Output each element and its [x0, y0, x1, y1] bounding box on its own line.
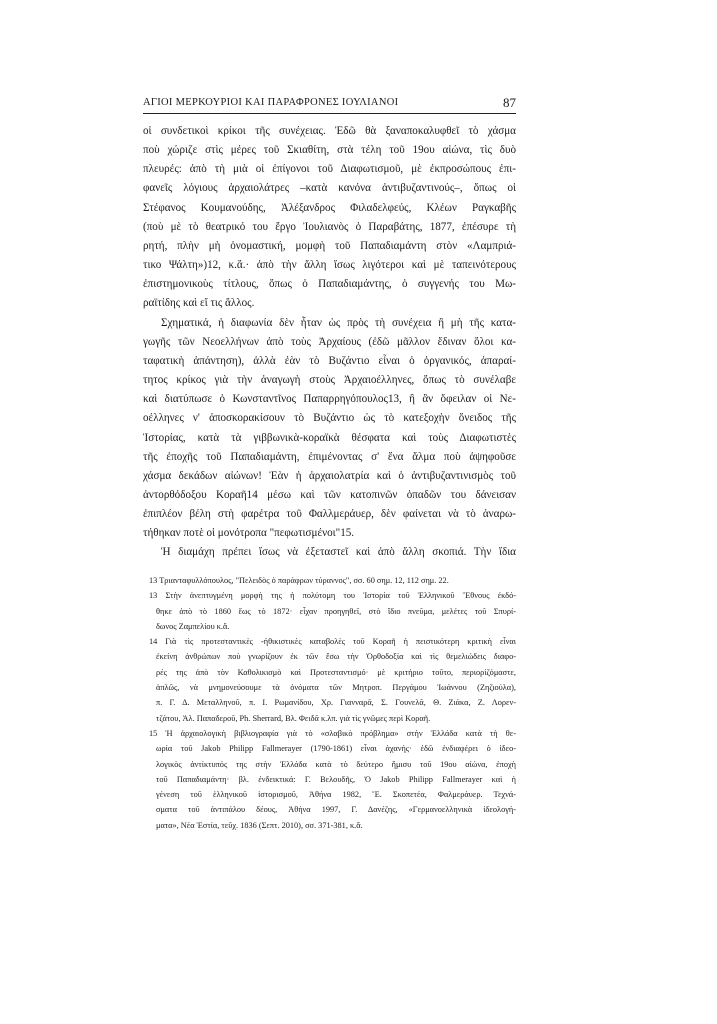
body-line: χάσμα δεκάδων αἰώνων! Ἐὰν ἡ ἀρχαιολατρία καὶ ὁ ἀντιβυζαντινισμὸς τοῦ — [143, 469, 516, 482]
footnotes — [143, 573, 516, 833]
footnote-line: τζάτου, Ἀλ. Παπαδεροῦ, Ph. Sherrard, Βλ. Φειδᾶ κ.λπ. γιὰ τὶς γνῶμες περὶ Κοραῆ. — [156, 713, 431, 723]
body-line: πλευρές: ἀπὸ τὴ μιὰ οἱ ἐπίγονοι τοῦ Διαφωτισμοῦ, μὲ ἐκπροσώπους ἐπι- — [143, 163, 516, 176]
body-line: ραϊτίδης καὶ εἴ τις ἄλλος. — [143, 297, 255, 310]
main-text — [143, 122, 516, 563]
body-line: ρητή, πλὴν μὴ ὀνομαστική, μομφὴ τοῦ Παπαδιαμάντη στὸν «Λαμπριά- — [143, 239, 516, 252]
body-line: Στέφανος Κουμανούδης, Ἀλέξανδρος Φιλαδελφεύς, Κλέων Ραγκαβῆς — [143, 201, 516, 214]
footnote-line: λογικὸς ἀντίκτυπός της στὴν Ἑλλάδα κατὰ τὸ δεύτερο ἥμισυ τοῦ 19ου αἰώνα, ἐποχὴ — [156, 759, 516, 769]
body-line: Ἡ διαμάχη πρέπει ἴσως νὰ ἐξεταστεῖ καὶ ἀπὸ ἄλλη σκοπιά. Τὴν ἴδια — [161, 546, 516, 559]
body-line: (ποὺ μὲ τὸ θεατρικό του ἔργο Ἰουλιανὸς ὁ Παραβάτης, 1877, ἐπέσυρε τὴ — [143, 220, 516, 233]
footnote — [143, 573, 516, 588]
footnote — [143, 726, 516, 833]
body-line: Ἱστορίας, κατὰ τὰ γιββωνικὰ-κοραϊκὰ θέσφατα καὶ τοὺς Διαφωτιστὲς — [143, 431, 516, 444]
body-line: ποὺ χώριζε στὶς μέρες τοῦ Σκιαθίτη, στὰ τέλη τοῦ 19ου αἰώνα, τὶς δυὸ — [143, 144, 516, 157]
footnote-line: σματα τοῦ ἀντιπάλου δέους, Ἀθήνα 1997, Γ. Δανέζης, «Γερμανοελληνικὰ ἰδεολογή- — [156, 805, 516, 815]
footnote-line: ρές της ἀπὸ τὸν Καθολικισμὸ καὶ Προτεσταντισμό· μὲ κριτήριο τοῦτο, περιορίζόμαστε, — [156, 667, 516, 677]
running-header — [143, 96, 516, 114]
footnote-line: γένεση τοῦ ἑλληνικοῦ ἱστορισμοῦ, Ἀθήνα 1982, Ἔ. Σκοπετέα, Φαλμεράυερ. Τεχνά- — [156, 790, 516, 800]
footnote-line: ωρία τοῦ Jakob Philipp Fallmerayer (1790-1861) εἶναι ἀχανής· ἐδῶ ἐνδιαφέρει ὁ ἰδεο- — [156, 744, 516, 754]
footnote-line: 15 Ἡ ἀρχαιολογικὴ βιβλιογραφία γιὰ τὸ «σλαβικὸ πρόβλημα» στὴν Ἑλλάδα κατὰ τὴ θε- — [149, 728, 516, 738]
footnote — [143, 634, 516, 726]
footnote — [143, 588, 516, 634]
body-line: τητος κρίκος γιὰ τὴν ἀναγωγὴ στοὺς Ἀρχαιοέλληνες, ὅπως τὸ συνέλαβε — [143, 374, 516, 387]
body-line: γωγῆς τῶν Νεοελλήνων ἀπὸ τοὺς Ἀρχαίους (ἐδῶ μᾶλλον ἔδιναν ὅλοι κα- — [143, 335, 516, 348]
body-line: οἱ συνδετικοὶ κρίκοι τῆς συνέχειας. Ἐδῶ θὰ ξαναποκαλυφθεῖ τὸ χάσμα — [143, 125, 516, 137]
footnote-line: ἁπλῶς, νὰ μνημονεύσουμε τὰ ὀνόματα τῶν Μητροπ. Περγάμου Ἰωάννου (Ζηζιούλα), — [156, 683, 516, 693]
footnote-line: 13 Τριανταφυλλόπουλος, "Πελειδὸς ὁ παράφρων τύραννος", σσ. 60 σημ. 12, 112 σημ. 22. — [149, 576, 449, 585]
body-line: φανεῖς λόγιους ἀρχαιολάτρες –κατὰ κανόνα ἀντιβυζαντινούς–, ὅπως οἱ — [143, 182, 516, 195]
footnote-line: 13 Στὴν ἀνεπτυγμένη μορφὴ της ἡ πολύτομη του Ἱστορία τοῦ Ἑλληνικοῦ Ἔθνους ἐκδό- — [149, 591, 516, 601]
footnote-line: ἐκείνη ἀνθρώπων ποὺ γνωρίζουν ἐκ τῶν ἔσω τὴν Ὀρθοδοξία καὶ τὶς θεμελιώδεις διαφο- — [156, 652, 516, 662]
body-line: καὶ διατύπωσε ὁ Κωνσταντῖνος Παπαρρηγόπουλος13, ἢ ἂν ὄφειλαν οἱ Νε- — [143, 393, 516, 406]
body-line: ἐπιπλέον βέλη στὴ φαρέτρα τοῦ Φαλλμεράυερ, δὲν φαίνεται νὰ τὸ ἀναρω- — [143, 508, 516, 521]
footnote-line: ματα», Νέα Ἑστία, τεῦχ. 1836 (Σεπτ. 2010), σσ. 371-381, κ.ἄ. — [156, 820, 363, 830]
footnote-line: δωνος Ζαμπελίου κ.ἄ. — [156, 621, 230, 631]
footnote-line: θηκε ἀπὸ τὸ 1860 ἕως τὸ 1872· εἶχαν προηγηθεῖ, στὸ ἴδιο πνεῦμα, μελέτες τοῦ Σπυρί- — [156, 606, 516, 616]
body-line: Σχηματικά, ἡ διαφωνία δὲν ἦταν ὡς πρὸς τὴ συνέχεια ἢ μὴ τῆς κατα- — [161, 316, 516, 329]
running-title: ΑΓΙΟΙ ΜΕΡΚΟΥΡΙΟΙ ΚΑΙ ΠΑΡΑΦΡΟΝΕΣ ΙΟΥΛΙΑΝΟΙ — [143, 97, 399, 108]
body-line: τικο Ψάλτη»)12, κ.ἄ.· ἀπὸ τὴν ἄλλη ἴσως λιγότεροι καὶ μὲ ταπεινότερους — [143, 259, 516, 272]
body-line: ἐπιστημονικοὺς τίτλους, ὅπως ὁ Παπαδιαμάντης, ὁ συγγενής του Μω- — [143, 278, 516, 291]
footnote-line: π. Γ. Δ. Μεταλληνοῦ, π. Ι. Ρωμανίδου, Χρ. Γιανναρᾶ, Σ. Γουνελᾶ, Θ. Ζιάκα, Ζ. Λορεν- — [156, 698, 516, 708]
body-line: οέλληνες ν' ἀποσκορακίσουν τὸ Βυζάντιο ὡς τὸ κατεξοχὴν ὄνειδος τῆς — [143, 412, 516, 425]
body-line: τήθηκαν ποτὲ οἱ μονότροπα "πεφωτισμένοι"15. — [143, 527, 355, 540]
body-line: ταφατικὴ ἀπάντηση), ἀλλὰ ἐὰν τὸ Βυζάντιο εἶναι ὁ ὀργανικός, ἀπαραί- — [143, 354, 516, 367]
footnote-line: 14 Γιὰ τὶς προτεσταντικὲς -ἠθικιστικὲς καταβολὲς τοῦ Κοραῆ ἡ πειστικότερη κριτικὴ εἶναι — [149, 637, 516, 647]
page-number: 87 — [503, 95, 516, 110]
body-line: τῆς ἐποχῆς τοῦ Παπαδιαμάντη, ἐπιμένοντας σ' ἕνα ἅλμα ποὺ ἀψηφοῦσε — [143, 450, 516, 463]
body-line: ἀντορθόδοξου Κοραῆ14 μέσω καὶ τῶν κατοπινῶν ὀπαδῶν του δάνεισαν — [143, 488, 516, 501]
footnote-line: τοῦ Παπαδιαμάντη· βλ. ἐνδεικτικά: Γ. Βελουδῆς, Ὁ Jakob Philipp Fallmerayer καὶ ἡ — [156, 774, 516, 784]
